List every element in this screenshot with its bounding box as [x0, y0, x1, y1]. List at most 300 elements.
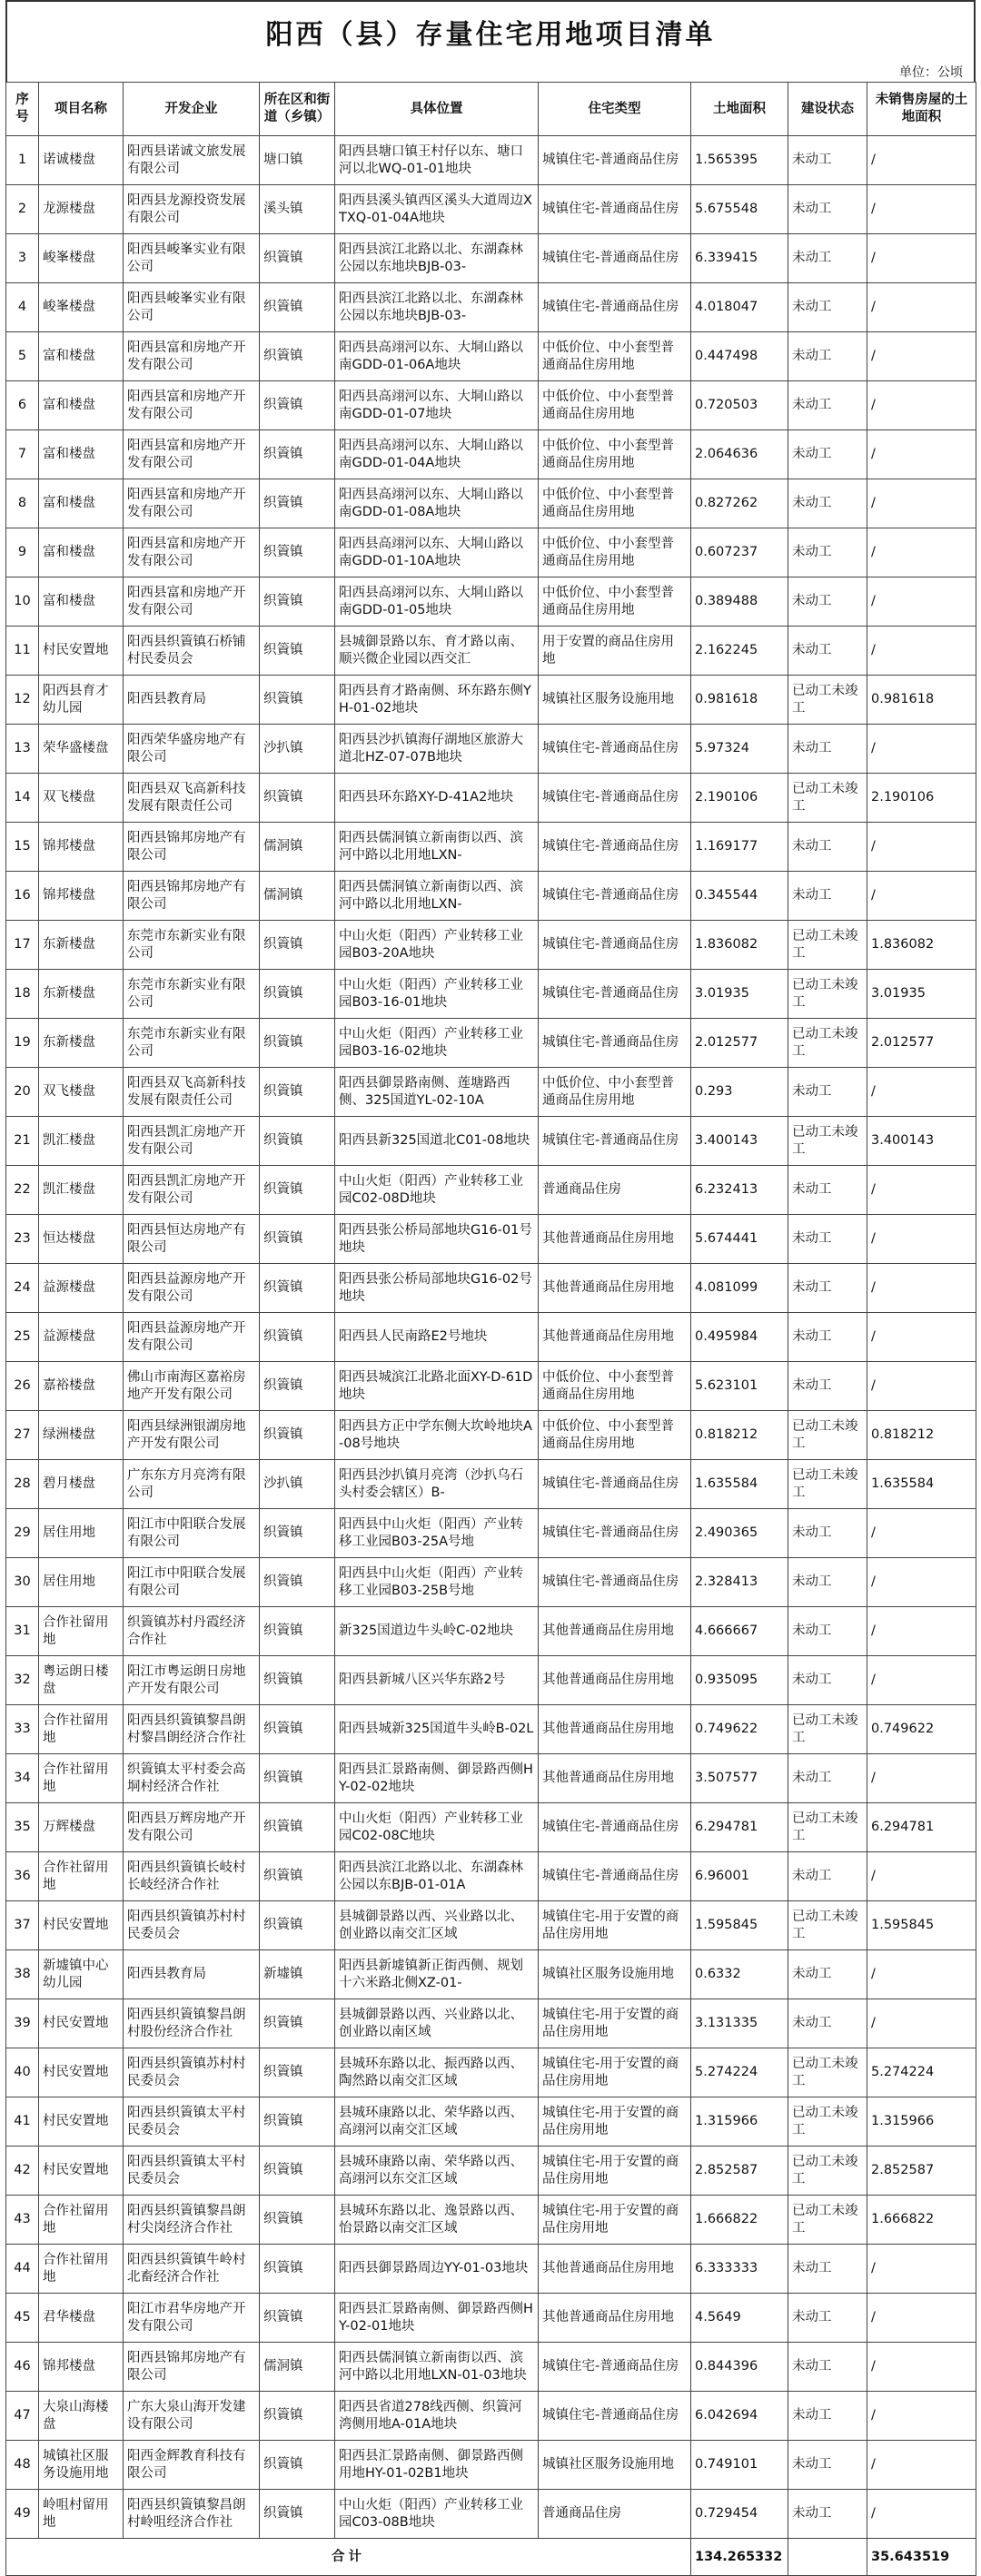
cell-location [335, 136, 539, 185]
cell-area-text: 3.400143 [695, 1133, 758, 1148]
cell-company-text: 阳西县织篢镇黎昌朗村尖岗经济合作社 [127, 2203, 246, 2235]
cell-town [260, 1068, 335, 1117]
cell-unsold-text: / [871, 1280, 876, 1295]
cell-company-text: 阳西县绿洲银湖房地产开发有限公司 [127, 1418, 246, 1451]
cell-name-text: 阳西县育才幼儿园 [43, 683, 109, 716]
cell-area-text: 2.852587 [695, 2163, 758, 2177]
cell-location-text: 新325国道边牛头岭C-02地块 [339, 1624, 513, 1638]
cell-town [260, 185, 335, 234]
cell-seq [6, 2392, 39, 2441]
cell-seq-text: 33 [14, 1722, 31, 1736]
cell-area [691, 1509, 788, 1558]
cell-location [335, 1901, 539, 1950]
cell-town [260, 1215, 335, 1264]
cell-seq-text: 49 [14, 2506, 31, 2521]
cell-area [691, 1852, 788, 1901]
cell-seq-text: 30 [14, 1574, 31, 1589]
cell-area-text: 4.081099 [695, 1280, 758, 1295]
cell-area-text: 2.328413 [695, 1574, 758, 1589]
cell-company-text: 阳西县富和房地产开发有限公司 [127, 536, 246, 568]
cell-unsold-text: 6.294781 [871, 1820, 935, 1834]
cell-status [788, 676, 867, 725]
cell-name [39, 970, 124, 1019]
cell-unsold [867, 1117, 976, 1166]
cell-seq-text: 22 [14, 1182, 31, 1197]
cell-name-text: 合作社留用地 [43, 1762, 109, 1794]
table-row [6, 970, 976, 1019]
cell-type-text: 城镇住宅-用于安置的商品住房用地 [542, 2105, 679, 2137]
cell-unsold [867, 577, 976, 627]
cell-area [691, 2097, 788, 2147]
cell-unsold [867, 2343, 976, 2392]
table-row [6, 1705, 976, 1754]
cell-status [788, 1313, 867, 1362]
cell-name [39, 1705, 124, 1754]
cell-status-text: 已动工未竣工 [792, 1418, 858, 1451]
cell-area-text: 5.274224 [695, 2065, 758, 2079]
cell-location [335, 577, 539, 627]
cell-seq [6, 1558, 39, 1607]
cell-name [39, 185, 124, 234]
cell-town [260, 774, 335, 823]
cell-location [335, 1019, 539, 1068]
cell-company [124, 185, 260, 234]
cell-town-text: 织篢镇 [263, 2310, 303, 2324]
cell-unsold-text: / [871, 1967, 876, 1981]
cell-unsold [867, 1901, 976, 1950]
table-row [6, 577, 976, 627]
cell-location [335, 1215, 539, 1264]
cell-town [260, 1166, 335, 1215]
cell-type [539, 774, 691, 823]
cell-type [539, 2392, 691, 2441]
cell-location [335, 283, 539, 332]
cell-unsold [867, 1705, 976, 1754]
table-row [6, 234, 976, 283]
cell-type-text: 用于安置的商品住房用地 [542, 634, 674, 666]
cell-location [335, 872, 539, 921]
cell-area [691, 1754, 788, 1803]
cell-type [539, 1019, 691, 1068]
cell-company-text: 阳西县锦邦房地产有限公司 [127, 2350, 246, 2383]
cell-type [539, 2147, 691, 2196]
cell-unsold-text: / [871, 1869, 876, 1883]
cell-town-text: 织篢镇 [263, 1820, 303, 1834]
cell-unsold-text: / [871, 447, 876, 461]
cell-unsold-text: / [871, 888, 876, 903]
cell-company-text: 阳江市粤运朗日房地产开发有限公司 [127, 1663, 246, 1696]
cell-town [260, 1950, 335, 1999]
cell-area-text: 0.447498 [695, 349, 758, 363]
cell-company [124, 1313, 260, 1362]
cell-town [260, 1705, 335, 1754]
cell-company [124, 1264, 260, 1313]
cell-name [39, 1019, 124, 1068]
cell-seq [6, 1999, 39, 2048]
cell-town [260, 2196, 335, 2245]
cell-type-text: 城镇住宅-用于安置的商品住房用地 [542, 2056, 679, 2088]
cell-status [788, 1019, 867, 1068]
page-title: 阳西（县）存量住宅用地项目清单 [5, 0, 976, 62]
cell-status [788, 2196, 867, 2245]
cell-status [788, 577, 867, 627]
cell-status-text: 未动工 [792, 349, 832, 363]
cell-company [124, 2097, 260, 2147]
cell-area-text: 0.345544 [695, 888, 758, 903]
unit-label: 单位：公顷 [5, 62, 976, 82]
cell-location [335, 528, 539, 577]
cell-type-text: 其他普通商品住房用地 [542, 1722, 674, 1736]
cell-town-text: 织篢镇 [263, 1624, 303, 1638]
cell-town [260, 676, 335, 725]
cell-name [39, 1950, 124, 1999]
table-row [6, 185, 976, 234]
cell-town [260, 2343, 335, 2392]
cell-status [788, 283, 867, 332]
cell-name [39, 823, 124, 872]
cell-unsold [867, 2294, 976, 2343]
cell-status [788, 774, 867, 823]
cell-type-text: 城镇住宅-用于安置的商品住房用地 [542, 2203, 679, 2235]
cell-location-text: 阳西县高翊河以东、大垌山路以南GDD-01-04A地块 [339, 438, 523, 470]
cell-area-text: 6.232413 [695, 1182, 758, 1197]
cell-unsold-text: / [871, 251, 876, 265]
cell-type [539, 1166, 691, 1215]
cell-status [788, 627, 867, 676]
cell-type-text: 普通商品住房 [542, 1182, 621, 1197]
cell-town-text: 织篢镇 [263, 496, 303, 510]
cell-town [260, 2048, 335, 2097]
cell-status [788, 1950, 867, 1999]
cell-status [788, 1460, 867, 1509]
cell-seq-text: 34 [14, 1771, 31, 1785]
cell-area-text: 6.294781 [695, 1820, 758, 1834]
cell-status-text: 未动工 [792, 153, 832, 167]
cell-type-text: 城镇住宅-普通商品住房 [542, 1476, 679, 1491]
cell-unsold [867, 2245, 976, 2294]
cell-unsold [867, 2441, 976, 2490]
cell-location [335, 1852, 539, 1901]
cell-status-text: 已动工未竣工 [792, 1909, 858, 1941]
cell-type-text: 其他普通商品住房用地 [542, 1624, 674, 1638]
cell-unsold [867, 1215, 976, 1264]
cell-name-text: 嘉裕楼盘 [43, 1378, 95, 1393]
cell-town [260, 1656, 335, 1705]
cell-unsold-text: / [871, 300, 876, 314]
cell-type [539, 1999, 691, 2048]
cell-seq [6, 1411, 39, 1460]
cell-name [39, 1264, 124, 1313]
cell-unsold-text: 0.981618 [871, 692, 935, 706]
cell-unsold-text: 1.315966 [871, 2114, 935, 2128]
cell-town-text: 织篢镇 [263, 692, 303, 706]
cell-town-text: 织篢镇 [263, 1673, 303, 1687]
cell-unsold [867, 381, 976, 430]
cell-name-text: 村民安置地 [43, 2016, 109, 2030]
cell-town [260, 2097, 335, 2147]
cell-type [539, 2245, 691, 2294]
cell-area [691, 970, 788, 1019]
cell-type [539, 2048, 691, 2097]
cell-type [539, 234, 691, 283]
total-label: 合计 [6, 2539, 691, 2576]
cell-seq [6, 1117, 39, 1166]
cell-area-text: 1.666822 [695, 2212, 758, 2226]
cell-unsold-text: 3.01935 [871, 986, 926, 1001]
cell-town [260, 136, 335, 185]
table-row [6, 1803, 976, 1852]
cell-location-text: 阳西县儒洞镇立新南街以西、滨河中路以北用地LXN-01-03地块 [339, 2350, 527, 2383]
cell-unsold [867, 2490, 976, 2539]
cell-name [39, 234, 124, 283]
cell-area [691, 1950, 788, 1999]
cell-name [39, 2392, 124, 2441]
cell-town-text: 织篢镇 [263, 1918, 303, 1932]
cell-location-text: 阳西县人民南路E2号地块 [339, 1329, 488, 1344]
table-row [6, 725, 976, 774]
cell-seq [6, 2343, 39, 2392]
cell-type [539, 872, 691, 921]
cell-seq [6, 823, 39, 872]
cell-name [39, 2147, 124, 2196]
cell-status [788, 1754, 867, 1803]
cell-location [335, 185, 539, 234]
cell-area [691, 2196, 788, 2245]
cell-location-text: 县城环康路以北、荣华路以西、高翊河以南交汇区域 [339, 2105, 523, 2137]
cell-area-text: 6.96001 [695, 1869, 749, 1883]
cell-seq-text: 29 [14, 1525, 31, 1540]
cell-type [539, 1264, 691, 1313]
cell-town-text: 织篢镇 [263, 2212, 303, 2226]
table-row [6, 2048, 976, 2097]
cell-name-text: 富和楼盘 [43, 545, 95, 559]
cell-type [539, 1803, 691, 1852]
cell-town-text: 织篢镇 [263, 2506, 303, 2521]
table-row [6, 2245, 976, 2294]
cell-name-text: 富和楼盘 [43, 496, 95, 510]
cell-name-text: 富和楼盘 [43, 447, 95, 461]
cell-company [124, 2490, 260, 2539]
cell-seq-text: 1 [17, 153, 27, 167]
cell-name [39, 1460, 124, 1509]
cell-name-text: 富和楼盘 [43, 594, 95, 608]
cell-status-text: 未动工 [792, 202, 832, 216]
cell-type-text: 其他普通商品住房用地 [542, 2310, 674, 2324]
cell-unsold [867, 332, 976, 381]
cell-area-text: 3.01935 [695, 986, 749, 1001]
cell-company-text: 阳西县织篢镇苏村村民委员会 [127, 2056, 246, 2088]
cell-town-text: 织篢镇 [263, 300, 303, 314]
cell-company-text: 阳西县富和房地产开发有限公司 [127, 487, 246, 519]
cell-status-text: 未动工 [792, 1967, 832, 1981]
cell-location [335, 1313, 539, 1362]
cell-type-text: 城镇住宅-普通商品住房 [542, 1574, 679, 1589]
cell-unsold [867, 823, 976, 872]
cell-unsold [867, 1754, 976, 1803]
cell-company [124, 921, 260, 970]
cell-type [539, 283, 691, 332]
cell-location-text: 阳西县环东路XY-D-41A2地块 [339, 790, 514, 804]
cell-area-text: 0.495984 [695, 1329, 758, 1344]
cell-company-text: 阳西县富和房地产开发有限公司 [127, 389, 246, 421]
cell-town-text: 织篢镇 [263, 545, 303, 559]
cell-type-text: 普通商品住房 [542, 2506, 621, 2521]
cell-unsold-text: / [871, 1231, 876, 1246]
cell-seq-text: 6 [17, 398, 27, 412]
cell-seq [6, 2196, 39, 2245]
cell-unsold-text: / [871, 1182, 876, 1197]
cell-unsold-text: / [871, 1378, 876, 1393]
cell-status-text: 未动工 [792, 1574, 832, 1589]
cell-name [39, 1411, 124, 1460]
cell-seq [6, 136, 39, 185]
cell-seq-text: 19 [14, 1035, 31, 1050]
cell-location-text: 阳西县方正中学东侧大坎岭地块A-08号地块 [339, 1418, 532, 1451]
cell-town-text: 织篢镇 [263, 1133, 303, 1148]
cell-location-text: 阳西县新城八区兴华东路2号 [339, 1673, 506, 1687]
cell-seq [6, 577, 39, 627]
cell-name [39, 1558, 124, 1607]
cell-company [124, 1705, 260, 1754]
cell-town-text: 织篢镇 [263, 1035, 303, 1050]
cell-location [335, 1264, 539, 1313]
cell-unsold-text: / [871, 1329, 876, 1344]
cell-company-text: 阳江市中阳联合发展有限公司 [127, 1516, 246, 1549]
cell-status-text: 未动工 [792, 2506, 832, 2521]
cell-area-text: 0.720503 [695, 398, 758, 412]
cell-status [788, 970, 867, 1019]
cell-area-text: 0.844396 [695, 2359, 758, 2374]
cell-unsold [867, 921, 976, 970]
cell-status [788, 2245, 867, 2294]
cell-status [788, 2343, 867, 2392]
cell-status [788, 2294, 867, 2343]
cell-unsold [867, 1313, 976, 1362]
cell-name [39, 577, 124, 627]
cell-town-text: 织篢镇 [263, 1722, 303, 1736]
table-row [6, 332, 976, 381]
document-sheet [5, 0, 976, 2571]
table-row [6, 2097, 976, 2147]
cell-type-text: 中低价位、中小套型普通商品住房用地 [542, 389, 674, 421]
cell-type-text: 城镇住宅-普通商品住房 [542, 251, 679, 265]
cell-type [539, 823, 691, 872]
cell-location-text: 阳西县溪头镇西区溪头大道周边XTXQ-01-04A地块 [339, 192, 532, 225]
cell-location-text: 阳西县御景路南侧、莲塘路西侧、325国道YL-02-10A [339, 1075, 510, 1108]
table-row [6, 2343, 976, 2392]
cell-seq [6, 1754, 39, 1803]
cell-location [335, 2490, 539, 2539]
cell-seq-text: 48 [14, 2457, 31, 2472]
cell-type [539, 1362, 691, 1411]
cell-company [124, 577, 260, 627]
cell-town [260, 1901, 335, 1950]
cell-type-text: 城镇住宅-普通商品住房 [542, 300, 679, 314]
cell-company-text: 阳西县诺诚文旅发展有限公司 [127, 143, 246, 176]
cell-location [335, 725, 539, 774]
table-row [6, 430, 976, 479]
cell-unsold-text: 0.818212 [871, 1427, 935, 1442]
cell-seq [6, 1068, 39, 1117]
cell-unsold [867, 2097, 976, 2147]
cell-type-text: 城镇住宅-普通商品住房 [542, 888, 679, 903]
cell-type [539, 1460, 691, 1509]
cell-location [335, 1166, 539, 1215]
cell-type [539, 1901, 691, 1950]
cell-type [539, 1068, 691, 1117]
cell-company [124, 1117, 260, 1166]
cell-town [260, 2294, 335, 2343]
cell-area-text: 0.749622 [695, 1722, 758, 1736]
cell-name [39, 2048, 124, 2097]
cell-seq-text: 16 [14, 888, 31, 903]
cell-company [124, 283, 260, 332]
cell-company-text: 阳西县恒达房地产有限公司 [127, 1222, 246, 1255]
cell-area [691, 1313, 788, 1362]
cell-company-text: 阳西荣华盛房地产有限公司 [127, 732, 246, 765]
cell-name [39, 2294, 124, 2343]
cell-location [335, 676, 539, 725]
cell-unsold [867, 2196, 976, 2245]
cell-unsold [867, 1264, 976, 1313]
cell-town-text: 织篢镇 [263, 349, 303, 363]
cell-unsold-text: / [871, 2506, 876, 2521]
cell-seq-text: 31 [14, 1624, 31, 1638]
cell-status-text: 已动工未竣工 [792, 2056, 858, 2088]
cell-name [39, 676, 124, 725]
cell-area [691, 1411, 788, 1460]
cell-town [260, 430, 335, 479]
cell-location [335, 430, 539, 479]
cell-name-text: 村民安置地 [43, 643, 109, 657]
cell-town [260, 970, 335, 1019]
cell-name-text: 双飞楼盘 [43, 790, 95, 804]
cell-unsold [867, 1068, 976, 1117]
cell-town [260, 2441, 335, 2490]
cell-company [124, 872, 260, 921]
cell-area [691, 430, 788, 479]
cell-name-text: 大泉山海楼盘 [43, 2399, 109, 2432]
cell-unsold-text: / [871, 2457, 876, 2472]
cell-unsold-text: / [871, 2359, 876, 2374]
cell-town [260, 1117, 335, 1166]
cell-type [539, 136, 691, 185]
cell-unsold [867, 234, 976, 283]
cell-area [691, 381, 788, 430]
cell-unsold [867, 872, 976, 921]
cell-name-text: 城镇社区服务设施用地 [43, 2448, 109, 2481]
cell-location-text: 阳西县高翊河以东、大垌山路以南GDD-01-05地块 [339, 585, 523, 617]
cell-type-text: 其他普通商品住房用地 [542, 1329, 674, 1344]
cell-company [124, 479, 260, 528]
table-row [6, 1558, 976, 1607]
header-unsold: 未销售房屋的土地面积 [867, 83, 976, 136]
cell-type [539, 381, 691, 430]
cell-name [39, 1166, 124, 1215]
cell-status [788, 1803, 867, 1852]
cell-name [39, 774, 124, 823]
cell-name-text: 锦邦楼盘 [43, 2359, 95, 2374]
cell-company [124, 2245, 260, 2294]
cell-area [691, 479, 788, 528]
cell-type-text: 城镇住宅-用于安置的商品住房用地 [542, 2007, 679, 2039]
cell-status-text: 未动工 [792, 1329, 832, 1344]
total-row [6, 2539, 976, 2576]
cell-status [788, 1558, 867, 1607]
cell-area [691, 2048, 788, 2097]
cell-town [260, 921, 335, 970]
cell-location [335, 1950, 539, 1999]
